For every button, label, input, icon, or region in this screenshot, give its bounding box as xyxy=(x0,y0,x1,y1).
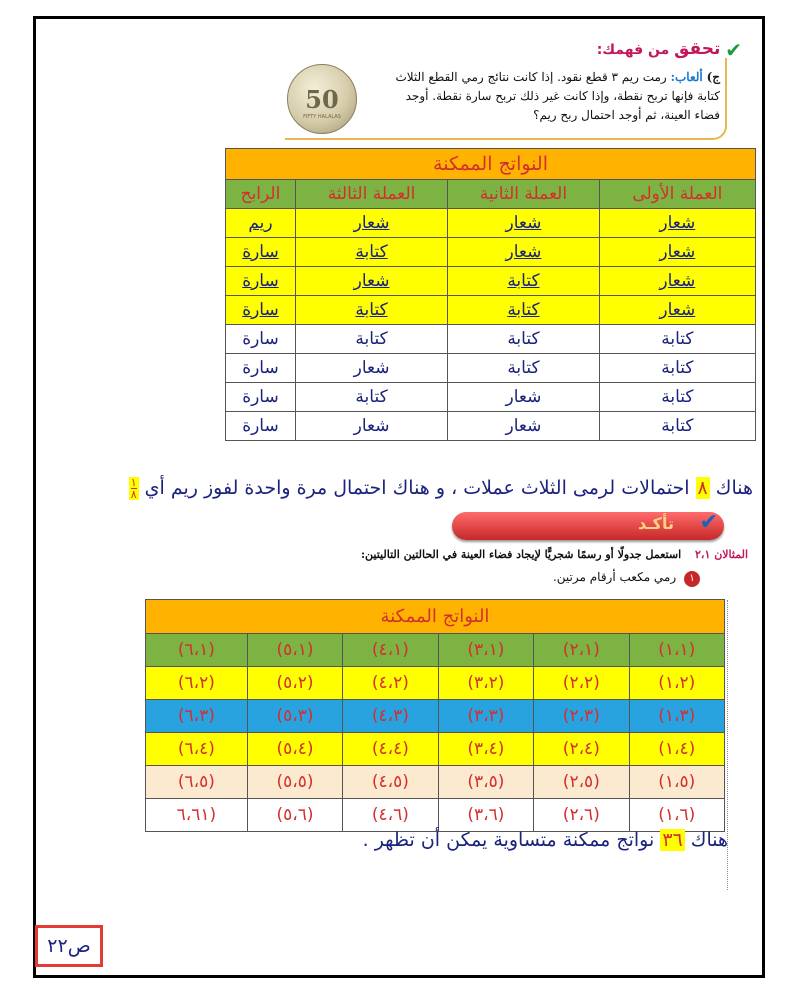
table-cell: سارة xyxy=(226,354,296,383)
exercise-body: رمت ريم ٣ قطع نقود. إذا كانت نتائج رمي القطع الثلاث كتابة فإنها تربح نقطة، وإذا كانت غير ذلك تربح سارة نقطة. أوجد فضاء العينة، ثم أوجد احتمال ربح ريم؟ xyxy=(395,70,720,122)
table-row xyxy=(226,412,756,441)
banner-title: تأكـد xyxy=(637,514,674,533)
column-header: العملة الثانية xyxy=(448,180,600,209)
table-cell: سارة xyxy=(226,296,296,325)
table-cell: شعار xyxy=(448,383,600,412)
table-row xyxy=(226,296,756,325)
table-cell: سارة xyxy=(226,238,296,267)
table-cell: (٢،٣) xyxy=(534,700,629,733)
table-cell: شعار xyxy=(295,267,447,296)
table-cell: (٣،٢) xyxy=(438,667,533,700)
summary-before: هناك xyxy=(715,477,753,499)
table-cell: (٥،٢) xyxy=(247,667,342,700)
confirm-banner xyxy=(452,512,724,540)
table-cell: (١،٥) xyxy=(629,766,724,799)
table-cell: كتابة xyxy=(448,354,600,383)
heading-main: تحقق xyxy=(674,39,721,59)
table-cell: شعار xyxy=(448,238,600,267)
table-cell: كتابة xyxy=(448,296,600,325)
table-cell: كتابة xyxy=(599,412,755,441)
table-cell: شعار xyxy=(599,238,755,267)
table-cell: (٥،٥) xyxy=(247,766,342,799)
table-cell: (٦،٦١ xyxy=(146,799,248,832)
item-number-badge: ١ xyxy=(684,571,700,587)
column-header: الرابح xyxy=(226,180,296,209)
coin-caption: FIFTY HALALAS xyxy=(303,114,341,120)
column-header: العملة الأولى xyxy=(599,180,755,209)
coin-value: 50 xyxy=(305,85,339,114)
summary-count: ٨ xyxy=(697,477,708,499)
table-cell: (٥،٦) xyxy=(247,799,342,832)
table-row xyxy=(226,267,756,296)
table-cell: كتابة xyxy=(599,354,755,383)
table-cell: ريم xyxy=(226,209,296,238)
examples-text: استعمل جدولًا أو رسمًا شجريًّا لإيجاد فضاء العينة في الحالتين التاليتين: xyxy=(360,548,682,561)
table-cell: (٦،٥) xyxy=(146,766,248,799)
table-cell: (٤،٣) xyxy=(343,700,438,733)
table-cell: (٦،١) xyxy=(146,634,248,667)
table-row xyxy=(226,238,756,267)
table-cell: كتابة xyxy=(295,238,447,267)
exercise-item xyxy=(553,570,700,587)
exercise-text xyxy=(380,68,720,125)
table-cell: (٤،١) xyxy=(343,634,438,667)
table-cell: شعار xyxy=(599,296,755,325)
table-row xyxy=(146,766,725,799)
table-cell: (٢،١) xyxy=(534,634,629,667)
item-text: رمي مكعب أرقام مرتين. xyxy=(552,570,677,584)
table-cell: شعار xyxy=(295,209,447,238)
outcomes-table-coins xyxy=(225,148,756,441)
table-cell: (١،٦) xyxy=(629,799,724,832)
table-cell: (٥،٤) xyxy=(247,733,342,766)
summary-dice xyxy=(363,829,728,851)
table-cell: سارة xyxy=(226,412,296,441)
summary-count: ٣٦ xyxy=(662,829,683,851)
table-cell: كتابة xyxy=(448,267,600,296)
table-cell: (٤،٤) xyxy=(343,733,438,766)
probability-fraction xyxy=(129,477,139,500)
table-cell: شعار xyxy=(599,267,755,296)
table-cell: (٣،١) xyxy=(438,634,533,667)
table-cell: (٢،٦) xyxy=(534,799,629,832)
table-title: النواتج الممكنة xyxy=(146,600,725,634)
table-cell: كتابة xyxy=(448,325,600,354)
table-cell: (٢،٥) xyxy=(534,766,629,799)
table-cell: (٥،١) xyxy=(247,634,342,667)
table-cell: شعار xyxy=(599,209,755,238)
table-cell: (٢،٢) xyxy=(534,667,629,700)
table-cell: كتابة xyxy=(295,325,447,354)
table-cell: كتابة xyxy=(295,383,447,412)
summary-coins xyxy=(129,477,753,500)
summary-before: هناك xyxy=(690,829,728,851)
checkmark-icon: ✔ xyxy=(699,510,718,535)
table-cell: كتابة xyxy=(599,383,755,412)
checkmark-icon: ✔ xyxy=(725,38,742,62)
table-row xyxy=(226,354,756,383)
examples-label: المثالان ٢،١ xyxy=(695,548,748,561)
table-cell: سارة xyxy=(226,383,296,412)
table-cell: (٦،٣) xyxy=(146,700,248,733)
table-cell: (١،٣) xyxy=(629,700,724,733)
table-cell: (٤،٥) xyxy=(343,766,438,799)
table-cell: شعار xyxy=(448,209,600,238)
table-row xyxy=(226,209,756,238)
table-row xyxy=(146,733,725,766)
table-row xyxy=(146,667,725,700)
table-cell: شعار xyxy=(295,412,447,441)
table-title: النواتج الممكنة xyxy=(226,149,756,180)
table-cell: (٣،٦) xyxy=(438,799,533,832)
exercise-label: ج) xyxy=(706,70,720,84)
table-cell: (٢،٤) xyxy=(534,733,629,766)
exercise-keyword: ألعاب: xyxy=(670,70,703,84)
table-cell: (٣،٥) xyxy=(438,766,533,799)
outcomes-table-dice xyxy=(145,599,725,832)
table-cell: (١،٢) xyxy=(629,667,724,700)
table-cell: (١،١) xyxy=(629,634,724,667)
table-cell: كتابة xyxy=(295,296,447,325)
table-row xyxy=(146,634,725,667)
table-row xyxy=(146,700,725,733)
table-cell: سارة xyxy=(226,267,296,296)
page-number: ص٢٢ xyxy=(35,925,103,967)
summary-after: احتمالات لرمى الثلاث عملات ، و هناك احتمال مرة واحدة لفوز ريم أي xyxy=(144,477,690,499)
column-header: العملة الثالثة xyxy=(295,180,447,209)
fraction-numerator: ١ xyxy=(130,476,137,489)
table-cell: (٣،٤) xyxy=(438,733,533,766)
table-cell: سارة xyxy=(226,325,296,354)
table-row xyxy=(146,799,725,832)
table-cell: (٣،٣) xyxy=(438,700,533,733)
table-cell: شعار xyxy=(448,412,600,441)
table-row xyxy=(226,325,756,354)
heading-rest: من فهمك: xyxy=(596,42,670,58)
fraction-denominator: ٨ xyxy=(130,488,137,501)
table-cell: (٤،٦) xyxy=(343,799,438,832)
table-cell: كتابة xyxy=(599,325,755,354)
table-cell: (١،٤) xyxy=(629,733,724,766)
table-row xyxy=(226,383,756,412)
coin-image xyxy=(287,64,357,134)
table-cell: (٦،٤) xyxy=(146,733,248,766)
summary-after: نواتج ممكنة متساوية يمكن أن تظهر . xyxy=(362,829,655,851)
examples-instruction xyxy=(361,548,748,561)
table-cell: (٦،٢) xyxy=(146,667,248,700)
table-cell: (٥،٣) xyxy=(247,700,342,733)
table-cell: (٤،٢) xyxy=(343,667,438,700)
table-cell: شعار xyxy=(295,354,447,383)
